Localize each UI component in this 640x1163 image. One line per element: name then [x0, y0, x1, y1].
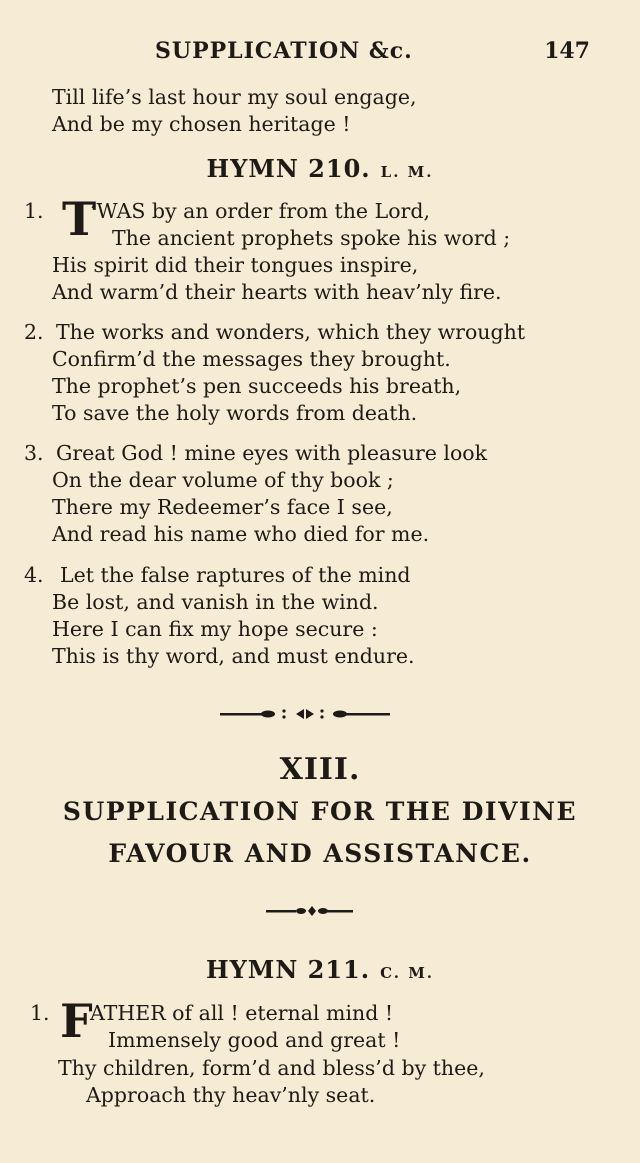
ornamental-divider: [0, 901, 640, 921]
running-head: [0, 38, 640, 68]
verse-line: And warm’d their hearts with heav’nly fire.: [52, 280, 502, 304]
hymn-number: HYMN 211.: [205, 955, 371, 984]
verse-number: 1.: [30, 1001, 50, 1025]
verse-line: The works and wonders, which they wrought: [56, 320, 526, 344]
verse-line: The prophet’s pen succeeds his breath,: [52, 374, 462, 398]
verse-line: Let the false raptures of the mind: [60, 563, 411, 587]
verse-line: Thy children, form’d and bless’d by thee,: [58, 1056, 485, 1080]
section-heading-line: FAVOUR AND ASSISTANCE.: [108, 839, 532, 868]
page-number: 147: [544, 38, 590, 64]
carryover-line: And be my chosen heritage !: [52, 112, 351, 136]
hymn-meter: L. M.: [380, 163, 434, 181]
section-heading-line: SUPPLICATION FOR THE DIVINE: [62, 797, 578, 826]
verse-line: Here I can fix my hope secure :: [52, 617, 378, 641]
verse-line: Confirm’d the messages they brought.: [52, 347, 451, 371]
drop-cap: F: [60, 994, 93, 1048]
verse-line: To save the holy words from death.: [52, 401, 418, 425]
verse-number: 4.: [24, 563, 44, 587]
verse-number: 3.: [24, 441, 44, 465]
verse-line: This is thy word, and must endure.: [52, 644, 415, 668]
verse-line: Great God ! mine eyes with pleasure look: [56, 441, 488, 465]
verse-line: ’WAS by an order from the Lord,: [90, 199, 430, 223]
hymn-title: [0, 154, 640, 183]
hymn-meter: C. M.: [380, 964, 435, 982]
verse-line: Immensely good and great !: [108, 1028, 401, 1052]
verse-line: On the dear volume of thy book ;: [52, 468, 394, 492]
verse-line: ATHER of all ! eternal mind !: [90, 1001, 394, 1025]
drop-cap: T: [62, 192, 97, 246]
verse-number: 1.: [24, 199, 44, 223]
running-title: SUPPLICATION &c.: [155, 38, 413, 64]
verse-line: Approach thy heav’nly seat.: [86, 1083, 376, 1107]
verse-line: His spirit did their tongues inspire,: [52, 253, 419, 277]
section-number: XIII.: [279, 752, 361, 787]
ornamental-divider: [0, 704, 640, 724]
hymn-number: HYMN 210.: [206, 154, 371, 183]
verse-line: There my Redeemer’s face I see,: [52, 495, 393, 519]
verse-number: 2.: [24, 320, 44, 344]
verse-line: Be lost, and vanish in the wind.: [52, 590, 379, 614]
verse-line: The ancient prophets spoke his word ;: [112, 226, 511, 250]
verse-line: And read his name who died for me.: [52, 522, 430, 546]
carryover-line: Till life’s last hour my soul engage,: [52, 85, 417, 109]
hymn-title: [0, 955, 640, 984]
